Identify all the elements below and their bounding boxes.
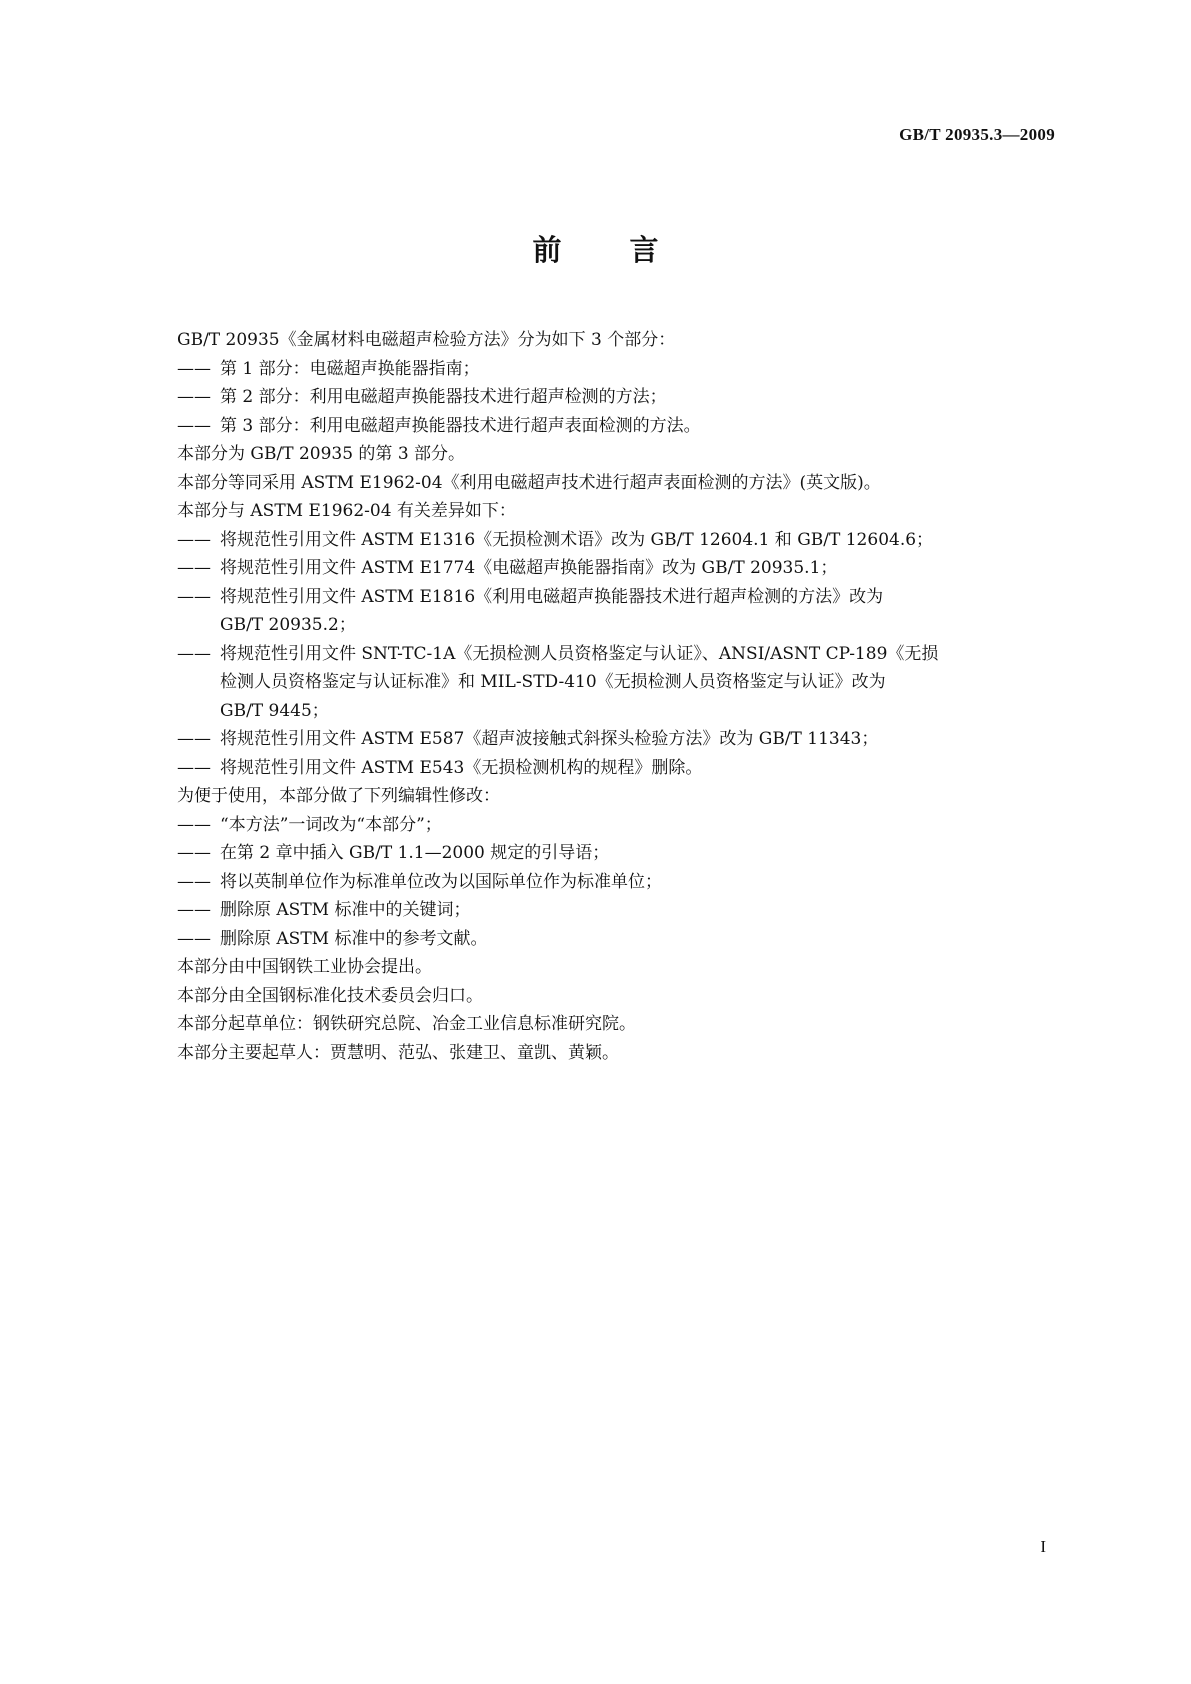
list-item — [177, 583, 1057, 640]
list-item-text: 在第 2 章中插入 GB/T 1.1—2000 规定的引导语； — [220, 843, 610, 863]
list-dash: —— — [177, 900, 211, 920]
list-item — [177, 754, 1057, 783]
title-char-2: 言 — [629, 233, 659, 267]
list-item — [177, 412, 1057, 441]
list-item-text: 将规范性引用文件 ASTM E543《无损检测机构的规程》删除。 — [220, 757, 703, 778]
list-dash: —— — [177, 387, 211, 407]
list-item — [177, 383, 1057, 412]
list-item — [177, 839, 1057, 868]
page-title — [0, 228, 1191, 269]
preface-body — [177, 326, 1057, 1067]
list-dash: —— — [177, 871, 211, 892]
list-dash: —— — [177, 729, 211, 749]
list-dash: —— — [177, 843, 211, 863]
paragraph-line: 本部分起草单位：钢铁研究总院、冶金工业信息标准研究院。 — [177, 1014, 636, 1034]
list-item-text: 将以英制单位作为标准单位改为以国际单位作为标准单位； — [220, 871, 662, 892]
paragraph-line: 本部分等同采用 ASTM E1962-04《利用电磁超声技术进行超声表面检测的方法》(英文版)。 — [177, 472, 881, 493]
list-dash: —— — [177, 928, 211, 949]
paragraph-line: 为便于使用，本部分做了下列编辑性修改： — [177, 786, 500, 806]
list-item-text: “本方法”一词改为“本部分”； — [220, 814, 442, 835]
paragraph-line: 本部分为 GB/T 20935 的第 3 部分。 — [177, 444, 466, 464]
title-char-1: 前 — [532, 233, 562, 267]
list-dash: —— — [177, 558, 211, 578]
page-number: I — [1040, 1537, 1046, 1556]
list-item — [177, 554, 1057, 583]
list-item-text: 将规范性引用文件 ASTM E1816《利用电磁超声换能器技术进行超声检测的方法》改为 — [220, 586, 884, 607]
list-dash: —— — [177, 529, 211, 550]
list-item — [177, 640, 1057, 726]
list-item-text: 第 2 部分：利用电磁超声换能器技术进行超声检测的方法； — [220, 387, 667, 407]
list-item — [177, 896, 1057, 925]
list-dash: —— — [177, 643, 211, 664]
list-item-text: 将规范性引用文件 ASTM E587《超声波接触式斜探头检验方法》改为 GB/T 11343； — [220, 729, 879, 749]
list-item-text: 将规范性引用文件 SNT-TC-1A《无损检测人员资格鉴定与认证》、ANSI/ASNT CP-189《无损 — [220, 643, 939, 664]
paragraph-line: 本部分由全国钢标准化技术委员会归口。 — [177, 985, 483, 1006]
paragraph-line: GB/T 20935《金属材料电磁超声检验方法》分为如下 3 个部分： — [177, 330, 676, 350]
list-dash: —— — [177, 415, 211, 436]
list-item — [177, 868, 1057, 897]
list-item — [177, 526, 1057, 555]
list-item — [177, 925, 1057, 954]
paragraph-line: 本部分与 ASTM E1962-04 有关差异如下： — [177, 501, 516, 521]
list-item-text: 将规范性引用文件 ASTM E1774《电磁超声换能器指南》改为 GB/T 20935.1； — [220, 558, 838, 578]
list-dash: —— — [177, 586, 211, 607]
list-dash: —— — [177, 814, 211, 835]
list-item-continuation: 检测人员资格鉴定与认证标准》和 MIL-STD-410《无损检测人员资格鉴定与认证》改为 — [220, 672, 886, 692]
list-item-text: 删除原 ASTM 标准中的参考文献。 — [220, 928, 488, 949]
list-dash: —— — [177, 757, 211, 778]
list-item-continuation: GB/T 20935.2； — [220, 615, 356, 635]
list-item-text: 第 1 部分：电磁超声换能器指南； — [220, 358, 480, 379]
list-item-text: 删除原 ASTM 标准中的关键词； — [220, 900, 471, 920]
list-item-text: 将规范性引用文件 ASTM E1316《无损检测术语》改为 GB/T 12604.1 和 GB/T 12604.6； — [220, 529, 934, 550]
standard-code: GB/T 20935.3—2009 — [899, 125, 1055, 144]
list-item — [177, 355, 1057, 384]
list-item — [177, 725, 1057, 754]
list-item-text: 第 3 部分：利用电磁超声换能器技术进行超声表面检测的方法。 — [220, 415, 701, 436]
paragraph-line: 本部分由中国钢铁工业协会提出。 — [177, 957, 432, 977]
list-item — [177, 811, 1057, 840]
list-item-continuation: GB/T 9445； — [220, 700, 329, 721]
list-dash: —— — [177, 358, 211, 379]
paragraph-line: 本部分主要起草人：贾慧明、范弘、张建卫、童凯、黄颖。 — [177, 1042, 619, 1063]
